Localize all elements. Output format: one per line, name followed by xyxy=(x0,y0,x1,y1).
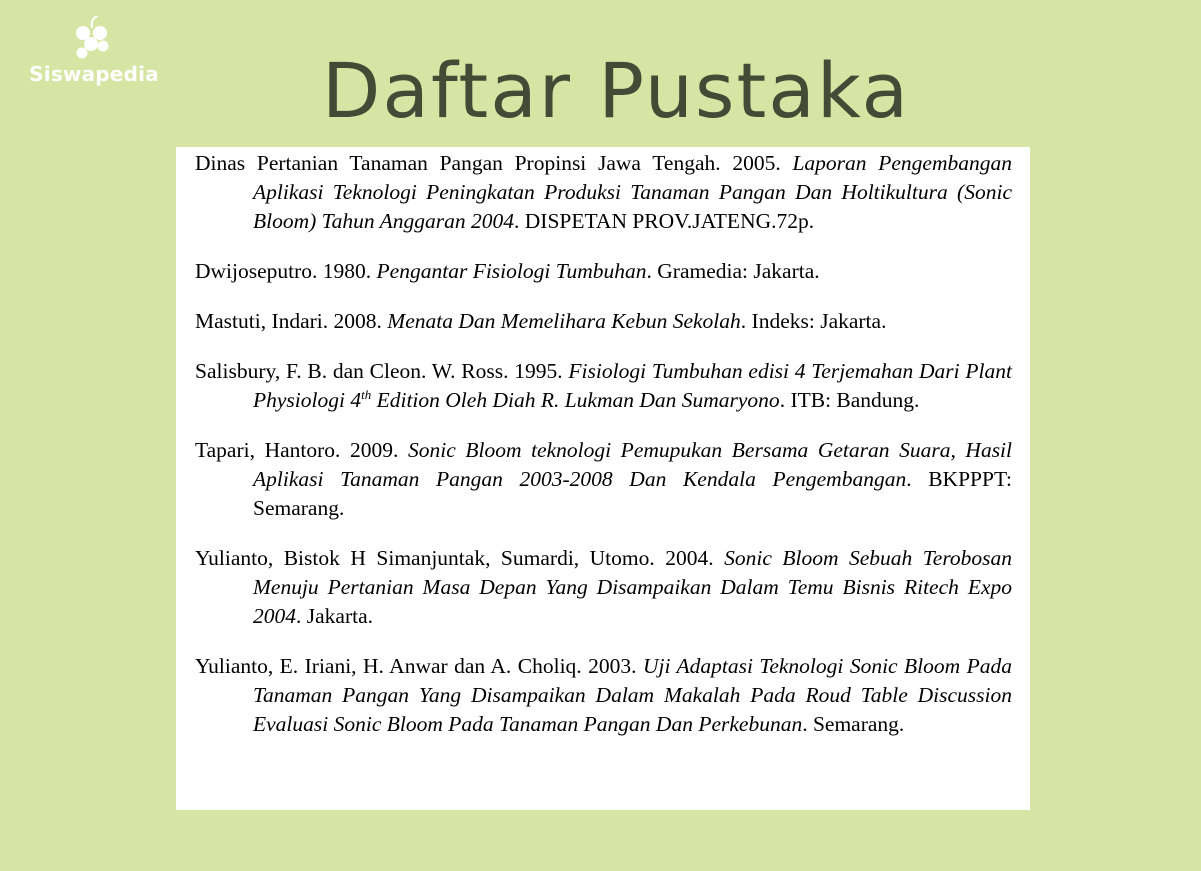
bibliography-panel xyxy=(176,147,1030,810)
reference-entry xyxy=(195,149,1012,236)
reference-entry xyxy=(195,257,1012,286)
reference-title: Menata Dan Memelihara Kebun Sekolah xyxy=(387,309,741,333)
reference-entry xyxy=(195,652,1012,739)
reference-publisher: . BKPPPT: Semarang. xyxy=(253,467,1012,520)
reference-author-year: Yulianto, E. Iriani, H. Anwar dan A. Choliq. 2003. xyxy=(195,654,637,678)
reference-publisher: . Jakarta. xyxy=(296,604,374,628)
reference-author-year: Dinas Pertanian Tanaman Pangan Propinsi Jawa Tengah. 2005. xyxy=(195,151,781,175)
reference-title-part: Edition Oleh Diah R. Lukman Dan Sumaryono xyxy=(371,388,780,412)
page-title: Daftar Pustaka xyxy=(321,46,911,135)
reference-title: Sonic Bloom teknologi Pemupukan Bersama Getaran Suara, Hasil Aplikasi Tanaman Pangan 2003-2008 Dan Kendala Pengembangan xyxy=(253,438,1013,491)
reference-title-part: Fisiologi Tumbuhan edisi 4 Terjemahan Dari Plant Physiologi 4 xyxy=(253,359,1012,412)
reference-author-year: Tapari, Hantoro. 2009. xyxy=(195,438,399,462)
reference-title: Pengantar Fisiologi Tumbuhan xyxy=(376,259,647,283)
reference-author-year: Mastuti, Indari. 2008. xyxy=(195,309,382,333)
reference-title: Uji Adaptasi Teknologi Sonic Bloom Pada Tanaman Pangan Yang Disampaikan Dalam Makalah Pada Roud Table Discussion Evaluasi Sonic Bloom Pada Tanaman Pangan Dan Perkebunan xyxy=(253,654,1012,736)
reference-author-year: Salisbury, F. B. dan Cleon. W. Ross. 1995. xyxy=(195,359,563,383)
reference-entry xyxy=(195,357,1012,415)
reference-publisher: . ITB: Bandung. xyxy=(779,388,920,412)
reference-author-year: Yulianto, Bistok H Simanjuntak, Sumardi, Utomo. 2004. xyxy=(195,546,714,570)
reference-title: Laporan Pengembangan Aplikasi Teknologi Peningkatan Produksi Tanaman Pangan Dan Holtikultura (Sonic Bloom) Tahun Anggaran 2004 xyxy=(253,151,1013,233)
reference-title: Sonic Bloom Sebuah Terobosan Menuju Pertanian Masa Depan Yang Disampaikan Dalam Temu Bisnis Ritech Expo 2004 xyxy=(253,546,1013,628)
reference-publisher: . Semarang. xyxy=(802,712,905,736)
reference-entry xyxy=(195,307,1012,336)
reference-title-superscript: th xyxy=(361,386,372,402)
reference-publisher: . Indeks: Jakarta. xyxy=(740,309,887,333)
reference-publisher: . Gramedia: Jakarta. xyxy=(646,259,820,283)
brand-name: Siswapedia xyxy=(29,62,159,86)
reference-publisher: . DISPETAN PROV.JATENG.72p. xyxy=(514,209,815,233)
reference-entry xyxy=(195,436,1012,523)
reference-entry xyxy=(195,544,1012,631)
reference-author-year: Dwijoseputro. 1980. xyxy=(195,259,372,283)
